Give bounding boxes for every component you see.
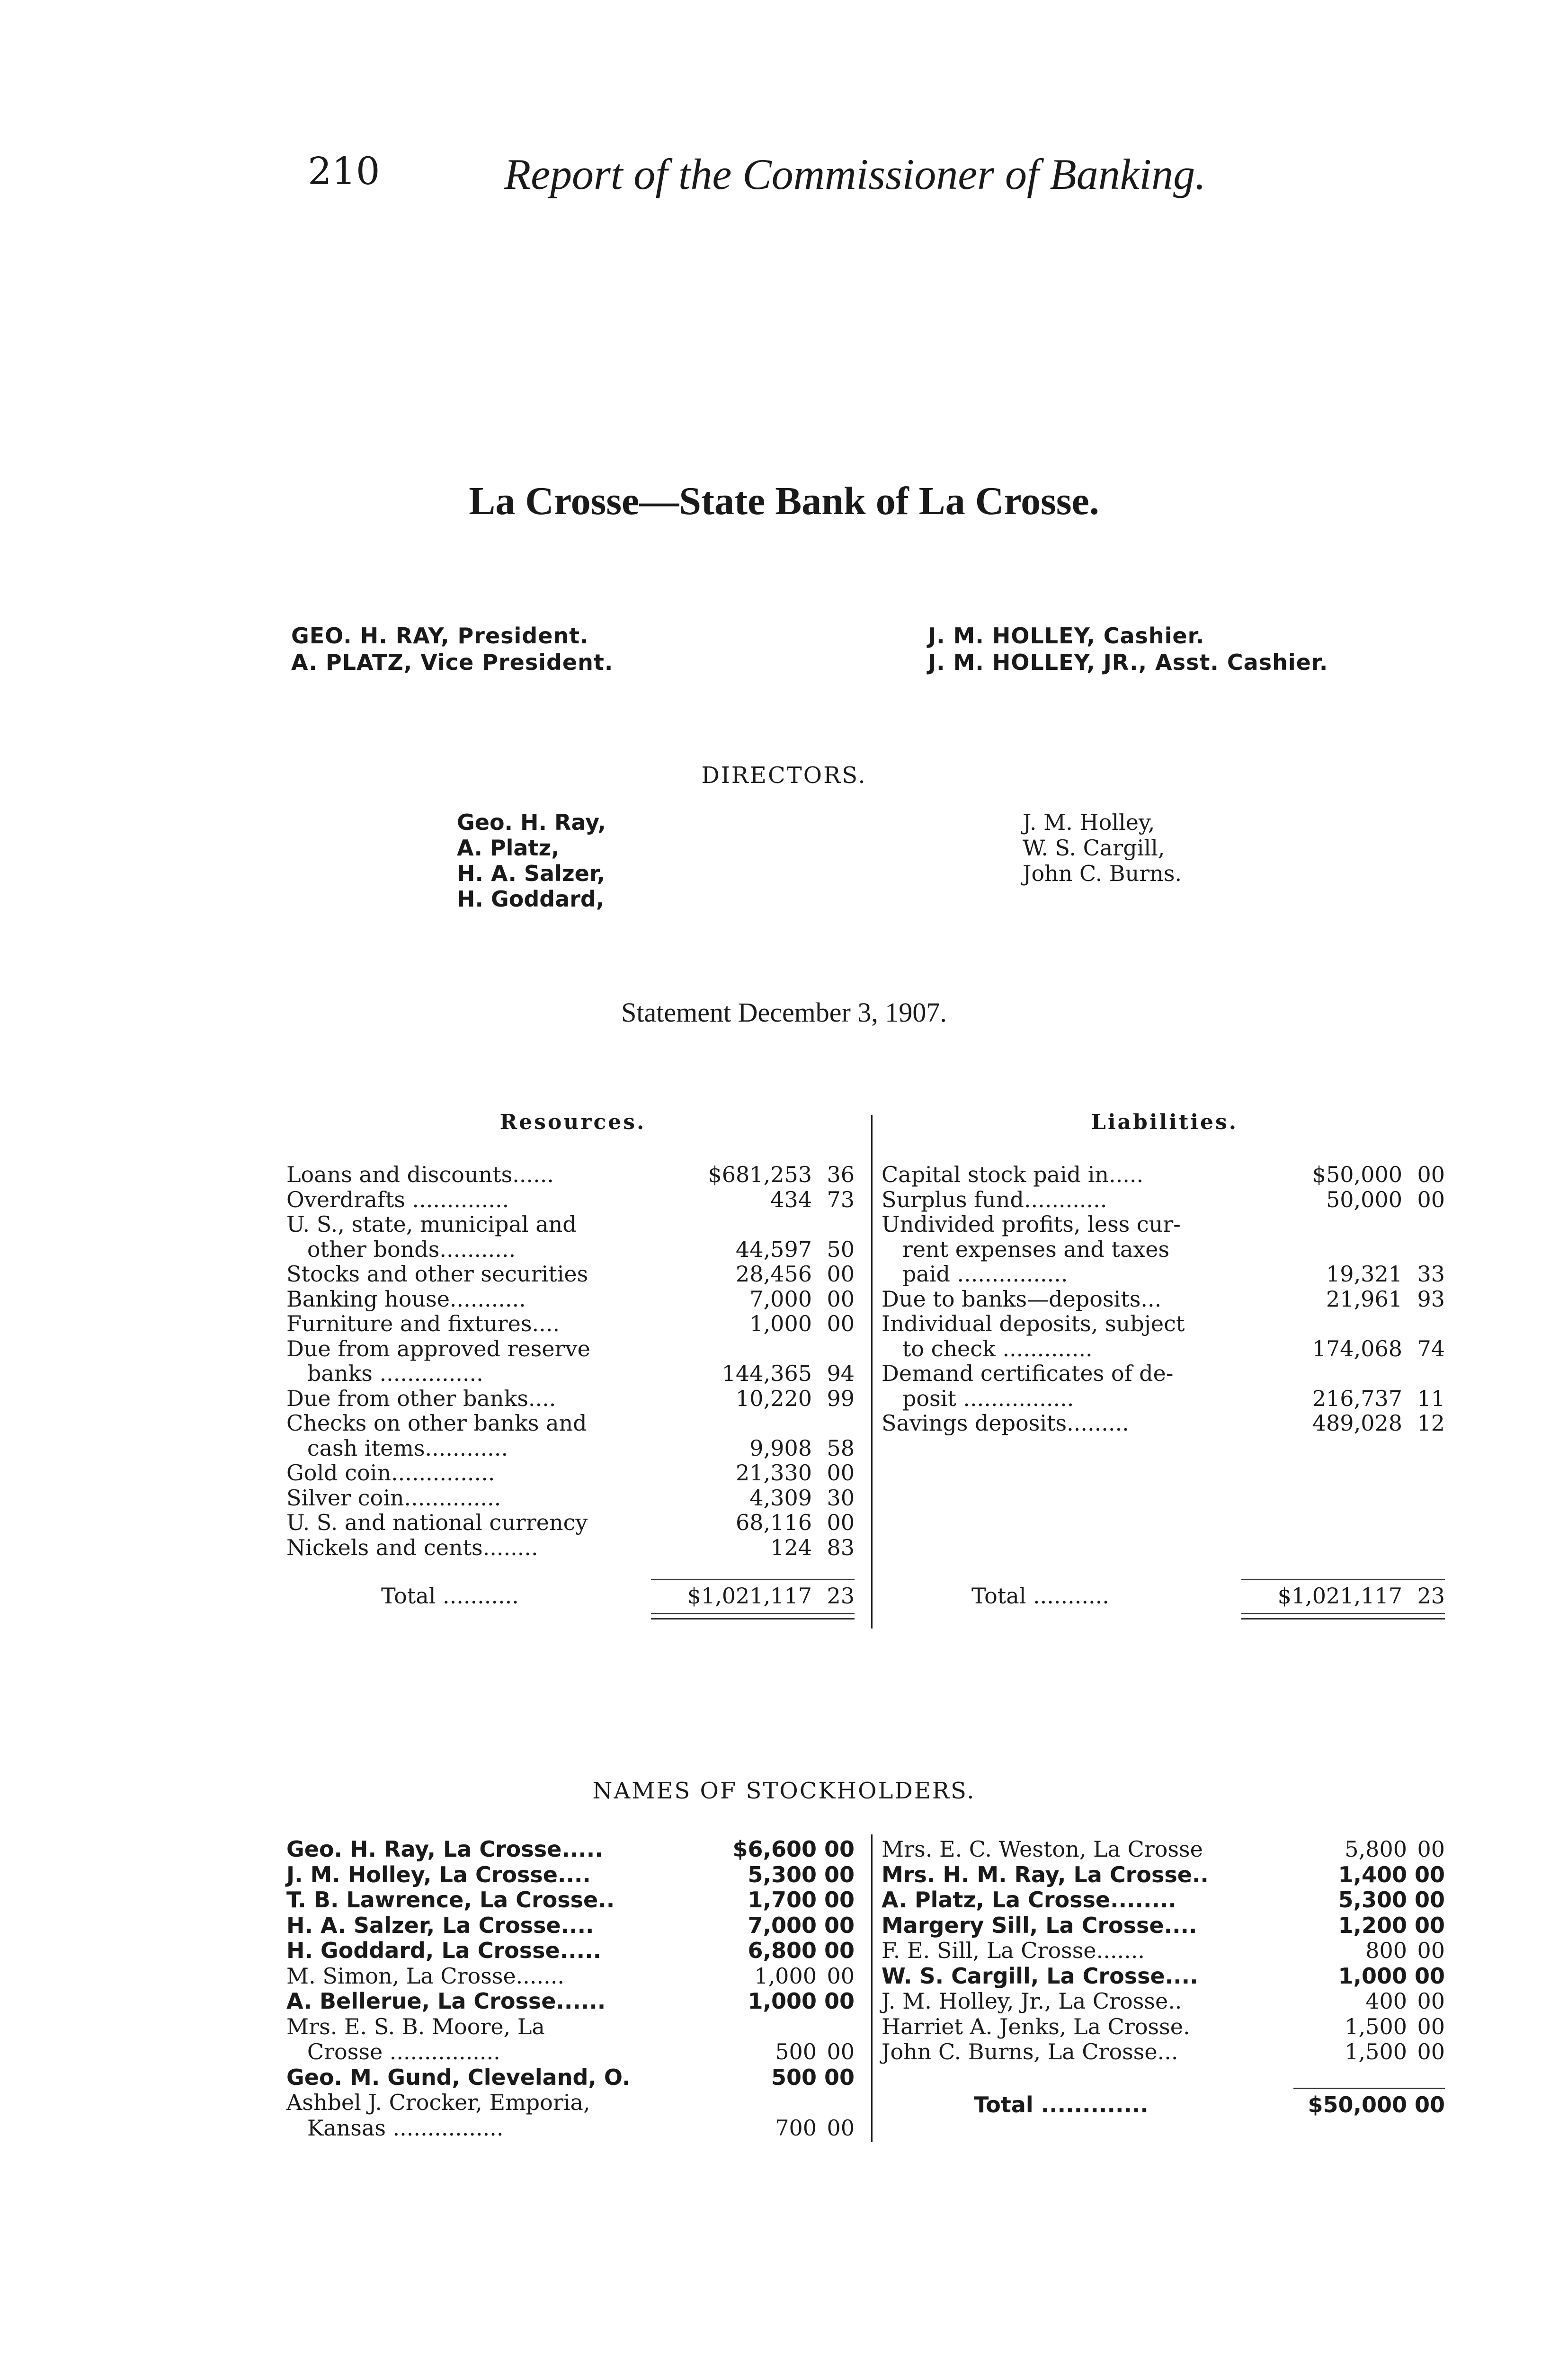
row-cents: 00 xyxy=(824,1938,855,1963)
row-dollars: 144,365 xyxy=(722,1361,812,1386)
row-label: A. Bellerue, La Crosse...... xyxy=(286,1988,606,2014)
row-label: Harriet A. Jenks, La Crosse. xyxy=(882,2013,1190,2039)
resource-row xyxy=(286,1162,864,1187)
row-label: W. S. Cargill, La Crosse.... xyxy=(882,1963,1198,1989)
row-label: Demand certificates of de- xyxy=(882,1361,1174,1386)
total-rule xyxy=(1293,2088,1445,2089)
row-label: J. M. Holley, Jr., La Crosse.. xyxy=(882,1988,1182,2014)
row-label: posit ................ xyxy=(882,1385,1074,1411)
row-dollars: 489,028 xyxy=(1312,1410,1402,1436)
row-label: F. E. Sill, La Crosse....... xyxy=(882,1938,1145,1963)
row-label: Silver coin.............. xyxy=(286,1485,501,1511)
row-cents: 00 xyxy=(1414,1887,1445,1913)
row-dollars: 500 xyxy=(775,2039,817,2064)
officer-cashier: J. M. HOLLEY, Cashier. xyxy=(928,623,1205,649)
director-name: H. Goddard, xyxy=(457,886,605,912)
resource-row xyxy=(286,1486,864,1510)
stockholders-heading: NAMES OF STOCKHOLDERS. xyxy=(592,1778,976,1804)
total-double-rule xyxy=(1241,1613,1445,1620)
stockholder-row xyxy=(286,2014,864,2039)
row-dollars: 1,000 xyxy=(749,1311,812,1336)
row-cents: 11 xyxy=(1417,1385,1445,1411)
row-dollars: 800 xyxy=(1365,1938,1407,1963)
row-cents: 74 xyxy=(1417,1335,1445,1361)
row-dollars: 5,300 xyxy=(1338,1887,1407,1913)
row-cents: 36 xyxy=(827,1162,855,1187)
total-row xyxy=(882,1584,1454,1608)
row-cents: 00 xyxy=(827,2115,855,2141)
row-dollars: 124 xyxy=(770,1534,812,1560)
director-name: W. S. Cargill, xyxy=(1023,835,1165,861)
stockholder-row xyxy=(882,2014,1454,2039)
row-cents: 00 xyxy=(824,2064,855,2090)
resource-row xyxy=(286,1535,864,1560)
row-label: Overdrafts .............. xyxy=(286,1186,509,1212)
liability-row xyxy=(882,1162,1454,1187)
row-cents: 33 xyxy=(1417,1261,1445,1287)
stockholder-row xyxy=(286,1887,864,1912)
row-cents: 93 xyxy=(1417,1286,1445,1312)
row-dollars: 7,000 xyxy=(749,1286,812,1312)
row-dollars: 1,500 xyxy=(1345,2013,1407,2039)
row-cents: 00 xyxy=(824,1836,855,1862)
liability-row xyxy=(882,1411,1454,1435)
row-cents: 00 xyxy=(827,1963,855,1989)
row-dollars: 28,456 xyxy=(736,1261,812,1287)
total-dollars: $50,000 xyxy=(1308,2092,1407,2118)
row-label: M. Simon, La Crosse....... xyxy=(286,1963,565,1989)
row-dollars: 5,800 xyxy=(1345,1836,1407,1862)
stockholder-row xyxy=(882,1989,1454,2013)
row-dollars: 1,000 xyxy=(754,1963,817,1989)
officers-left xyxy=(291,623,613,676)
stockholder-row xyxy=(286,2116,864,2140)
resources-heading: Resources. xyxy=(499,1110,646,1134)
row-label: Crosse ................ xyxy=(286,2039,500,2064)
liability-row xyxy=(882,1212,1454,1237)
stockholder-row xyxy=(882,2039,1454,2064)
row-cents: 00 xyxy=(827,2039,855,2064)
total-row xyxy=(882,2092,1454,2117)
row-dollars: 434 xyxy=(770,1186,812,1212)
stockholder-row xyxy=(286,1913,864,1938)
stockholder-row xyxy=(882,1938,1454,1963)
resource-row xyxy=(286,1212,864,1237)
row-cents: 50 xyxy=(827,1236,855,1262)
row-dollars: 1,000 xyxy=(748,1988,817,2014)
stockholder-row xyxy=(286,1837,864,1861)
total-label: Total ............. xyxy=(974,2092,1149,2118)
liability-row xyxy=(882,1336,1454,1361)
row-label: Due to banks—deposits... xyxy=(882,1286,1162,1312)
row-dollars: 700 xyxy=(775,2115,817,2141)
row-label: H. Goddard, La Crosse..... xyxy=(286,1938,602,1963)
row-cents: 00 xyxy=(1417,2013,1445,2039)
bank-title: La Crosse—State Bank of La Crosse. xyxy=(469,479,1099,523)
row-dollars: 1,700 xyxy=(748,1887,817,1913)
stockholder-row xyxy=(882,1913,1454,1938)
row-dollars: 5,300 xyxy=(748,1861,817,1887)
row-label: Geo. H. Ray, La Crosse..... xyxy=(286,1836,603,1862)
row-label: Banking house........... xyxy=(286,1286,526,1312)
row-label: Mrs. E. C. Weston, La Crosse xyxy=(882,1836,1203,1862)
stockholder-row xyxy=(286,1989,864,2013)
resource-row xyxy=(286,1336,864,1361)
row-dollars: $681,253 xyxy=(708,1162,812,1187)
row-dollars: 44,597 xyxy=(736,1236,812,1262)
row-label: Savings deposits......... xyxy=(882,1410,1129,1436)
row-label: Undivided profits, less cur- xyxy=(882,1211,1181,1237)
row-label: Mrs. E. S. B. Moore, La xyxy=(286,2013,545,2039)
total-rule xyxy=(1241,1579,1445,1580)
resource-row xyxy=(286,1311,864,1336)
row-cents: 99 xyxy=(827,1385,855,1411)
row-cents: 00 xyxy=(1414,1912,1445,1938)
liability-row xyxy=(882,1187,1454,1212)
stockholder-row xyxy=(882,1887,1454,1912)
row-dollars: 9,908 xyxy=(749,1435,812,1461)
director-name: Geo. H. Ray, xyxy=(457,810,606,835)
liability-row xyxy=(882,1361,1454,1386)
row-cents: 00 xyxy=(1417,1988,1445,2014)
directors-left-list xyxy=(457,810,606,912)
row-label: Loans and discounts...... xyxy=(286,1162,554,1187)
row-label: Furniture and fixtures.... xyxy=(286,1311,560,1336)
director-name: J. M. Holley, xyxy=(1023,810,1155,835)
row-dollars: 21,961 xyxy=(1326,1286,1402,1312)
row-dollars: 4,309 xyxy=(749,1485,812,1511)
row-dollars: 7,000 xyxy=(748,1912,817,1938)
director-name: H. A. Salzer, xyxy=(457,861,606,886)
row-cents: 00 xyxy=(827,1460,855,1486)
total-dollars: $1,021,117 xyxy=(687,1583,812,1609)
total-dollars: $1,021,117 xyxy=(1277,1583,1402,1609)
total-cents: 23 xyxy=(1417,1583,1445,1609)
row-label: U. S., state, municipal and xyxy=(286,1211,577,1237)
row-label: Checks on other banks and xyxy=(286,1410,587,1436)
row-label: paid ................ xyxy=(882,1261,1068,1287)
resource-row xyxy=(286,1187,864,1212)
row-cents: 00 xyxy=(827,1286,855,1312)
row-dollars: 1,500 xyxy=(1345,2039,1407,2064)
row-label: U. S. and national currency xyxy=(286,1510,588,1535)
row-cents: 00 xyxy=(824,1988,855,2014)
row-label: Stocks and other securities xyxy=(286,1261,588,1287)
stockholder-row xyxy=(286,2039,864,2064)
row-dollars: 19,321 xyxy=(1326,1261,1402,1287)
row-cents: 00 xyxy=(1414,1963,1445,1989)
stockholder-row xyxy=(286,2065,864,2090)
row-cents: 00 xyxy=(827,1510,855,1535)
row-cents: 83 xyxy=(827,1534,855,1560)
total-double-rule xyxy=(651,1613,855,1620)
row-dollars: 21,330 xyxy=(736,1460,812,1486)
row-cents: 94 xyxy=(827,1361,855,1386)
liability-row xyxy=(882,1311,1454,1336)
liability-row xyxy=(882,1262,1454,1286)
row-cents: 00 xyxy=(827,1311,855,1336)
row-label: Mrs. H. M. Ray, La Crosse.. xyxy=(882,1861,1209,1887)
liability-row xyxy=(882,1386,1454,1411)
row-label: rent expenses and taxes xyxy=(882,1236,1170,1262)
director-name: A. Platz, xyxy=(457,835,560,861)
row-label: A. Platz, La Crosse........ xyxy=(882,1887,1176,1913)
row-cents: 58 xyxy=(827,1435,855,1461)
resource-row xyxy=(286,1361,864,1386)
row-cents: 00 xyxy=(824,1861,855,1887)
resource-row xyxy=(286,1262,864,1286)
stockholders-column-divider xyxy=(871,1834,873,2142)
row-cents: 00 xyxy=(1417,1162,1445,1187)
row-label: Due from other banks.... xyxy=(286,1385,556,1411)
row-cents: 00 xyxy=(1414,1861,1445,1887)
officer-vice-president: A. PLATZ, Vice President. xyxy=(291,650,614,675)
statement-column-divider xyxy=(871,1115,873,1628)
row-cents: 00 xyxy=(1417,1186,1445,1212)
stockholder-row xyxy=(882,1862,1454,1887)
row-label: John C. Burns, La Crosse... xyxy=(882,2039,1178,2064)
officers-right xyxy=(928,623,1328,676)
row-dollars: 1,200 xyxy=(1338,1912,1407,1938)
row-dollars: 174,068 xyxy=(1312,1335,1402,1361)
row-label: Due from approved reserve xyxy=(286,1335,590,1361)
stockholder-row xyxy=(286,1862,864,1887)
officer-asst-cashier: J. M. HOLLEY, JR., Asst. Cashier. xyxy=(928,650,1328,675)
statement-heading: Statement December 3, 1907. xyxy=(621,997,947,1028)
director-name: John C. Burns. xyxy=(1023,861,1182,886)
row-cents: 12 xyxy=(1417,1410,1445,1436)
total-cents: 23 xyxy=(827,1583,855,1609)
row-label: H. A. Salzer, La Crosse.... xyxy=(286,1912,594,1938)
row-label: J. M. Holley, La Crosse.... xyxy=(286,1861,591,1887)
row-dollars: 6,800 xyxy=(748,1938,817,1963)
row-cents: 00 xyxy=(1417,2039,1445,2064)
row-dollars: $50,000 xyxy=(1312,1162,1402,1187)
row-dollars: 68,116 xyxy=(736,1510,812,1535)
row-label: other bonds........... xyxy=(286,1236,516,1262)
resource-row xyxy=(286,1386,864,1411)
row-cents: 30 xyxy=(827,1485,855,1511)
row-label: Margery Sill, La Crosse.... xyxy=(882,1912,1197,1938)
row-dollars: 50,000 xyxy=(1326,1186,1402,1212)
page-number: 210 xyxy=(308,149,380,193)
row-dollars: 10,220 xyxy=(736,1385,812,1411)
stockholder-row xyxy=(882,1964,1454,1988)
row-dollars: 1,000 xyxy=(1338,1963,1407,1989)
row-label: Surplus fund............ xyxy=(882,1186,1107,1212)
row-cents: 00 xyxy=(1417,1938,1445,1963)
resource-row xyxy=(286,1411,864,1435)
row-label: cash items............ xyxy=(286,1435,508,1461)
row-label: Kansas ................ xyxy=(286,2115,504,2141)
liabilities-heading: Liabilities. xyxy=(1091,1110,1238,1134)
row-dollars: 216,737 xyxy=(1312,1385,1402,1411)
row-dollars: 500 xyxy=(771,2064,817,2090)
liability-row xyxy=(882,1237,1454,1262)
directors-right-list xyxy=(1023,810,1182,886)
running-header-title: Report of the Commissioner of Banking. xyxy=(504,150,1206,198)
directors-heading: DIRECTORS. xyxy=(701,762,867,789)
total-label: Total ........... xyxy=(381,1583,519,1609)
total-row xyxy=(286,1584,864,1608)
resource-row xyxy=(286,1436,864,1460)
row-cents: 00 xyxy=(824,1887,855,1913)
resource-row xyxy=(286,1460,864,1485)
total-label: Total ........... xyxy=(971,1583,1109,1609)
row-label: Nickels and cents........ xyxy=(286,1534,538,1560)
row-label: Capital stock paid in..... xyxy=(882,1162,1144,1187)
resource-row xyxy=(286,1287,864,1311)
resource-row xyxy=(286,1510,864,1535)
row-label: to check ............. xyxy=(882,1335,1093,1361)
row-label: Individual deposits, subject xyxy=(882,1311,1185,1336)
officer-president: GEO. H. RAY, President. xyxy=(291,623,589,649)
stockholder-row xyxy=(882,1837,1454,1861)
row-dollars: 400 xyxy=(1365,1988,1407,2014)
row-dollars: 1,400 xyxy=(1338,1861,1407,1887)
total-rule xyxy=(651,1579,855,1580)
stockholder-row xyxy=(286,1964,864,1988)
total-cents: 00 xyxy=(1414,2092,1445,2118)
row-label: Geo. M. Gund, Cleveland, O. xyxy=(286,2064,631,2090)
row-dollars: $6,600 xyxy=(732,1836,817,1862)
row-label: T. B. Lawrence, La Crosse.. xyxy=(286,1887,615,1913)
row-label: Ashbel J. Crocker, Emporia, xyxy=(286,2090,590,2115)
row-cents: 73 xyxy=(827,1186,855,1212)
row-cents: 00 xyxy=(1417,1836,1445,1862)
row-label: banks ............... xyxy=(286,1361,483,1386)
row-label: Gold coin............... xyxy=(286,1460,495,1486)
stockholder-row xyxy=(286,2090,864,2115)
row-cents: 00 xyxy=(827,1261,855,1287)
resource-row xyxy=(286,1237,864,1262)
liability-row xyxy=(882,1287,1454,1311)
row-cents: 00 xyxy=(824,1912,855,1938)
stockholder-row xyxy=(286,1938,864,1963)
